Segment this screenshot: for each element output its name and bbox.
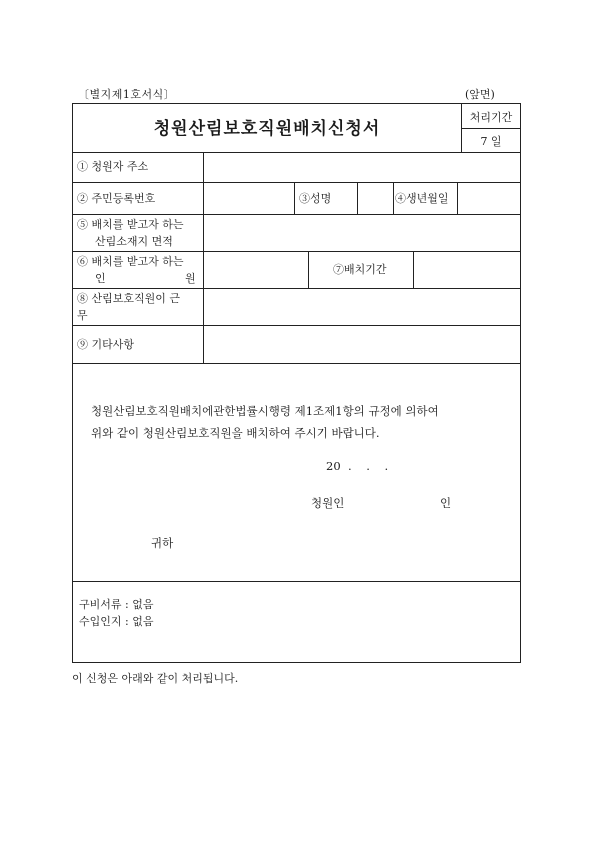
- birth-date-label: ④생년월일: [395, 192, 449, 205]
- divider: [461, 128, 521, 129]
- assignment-period-label: ⑦배치기간: [333, 263, 387, 276]
- request-statement: [91, 400, 511, 444]
- name-label: ③성명: [299, 192, 332, 205]
- page-side-label: (앞면): [465, 88, 495, 101]
- revenue-stamp: 수입인지 : 없음: [79, 615, 154, 628]
- work-place-label-2: 무: [77, 309, 88, 322]
- application-date: 20 . . .: [326, 459, 389, 473]
- processing-note: 이 신청은 아래와 같이 처리됩니다.: [72, 672, 239, 685]
- form-number: 〔별지제1호서식〕: [78, 88, 176, 101]
- form-title: 청원산림보호직원배치신청서: [153, 119, 381, 139]
- seal-label: 인: [440, 496, 452, 510]
- divider: [73, 325, 521, 326]
- resident-number-label: ② 주민등록번호: [77, 192, 156, 205]
- divider: [73, 251, 521, 252]
- divider: [413, 251, 414, 288]
- divider: [357, 182, 358, 214]
- divider: [73, 288, 521, 289]
- divider: [308, 251, 309, 288]
- applicant-label: 청원인: [311, 496, 345, 510]
- forest-location-label-1: ⑤ 배치를 받고자 하는: [77, 218, 184, 231]
- other-matters-label: ⑨ 기타사항: [77, 338, 135, 351]
- application-form: [72, 103, 521, 663]
- divider: [73, 363, 521, 364]
- addressee-label: 귀하: [151, 536, 174, 550]
- divider: [73, 581, 521, 582]
- work-place-label-1: ⑧ 산림보호직원이 근: [77, 292, 181, 305]
- divider: [393, 182, 394, 214]
- statement-line-2: 위와 같이 청원산림보호직원을 배치하여 주시기 바랍니다.: [91, 426, 380, 440]
- required-documents: 구비서류 : 없음: [79, 598, 154, 611]
- personnel-label-1: ⑥ 배치를 받고자 하는: [77, 255, 184, 268]
- processing-period-label: 처리기간: [469, 111, 513, 124]
- statement-line-1: 청원산림보호직원배치에관한법률시행령 제1조제1항의 규정에 의하여: [91, 404, 439, 418]
- divider: [73, 214, 521, 215]
- divider: [203, 152, 204, 363]
- divider: [73, 152, 521, 153]
- personnel-label-2b: 원: [185, 272, 196, 285]
- personnel-label-2a: 인: [95, 272, 106, 285]
- applicant-address-label: ① 청원자 주소: [77, 160, 149, 173]
- divider: [457, 182, 458, 214]
- divider: [294, 182, 295, 214]
- divider: [73, 182, 521, 183]
- processing-period-value: 7 일: [480, 135, 502, 148]
- forest-location-label-2: 산림소재지 면적: [95, 235, 173, 248]
